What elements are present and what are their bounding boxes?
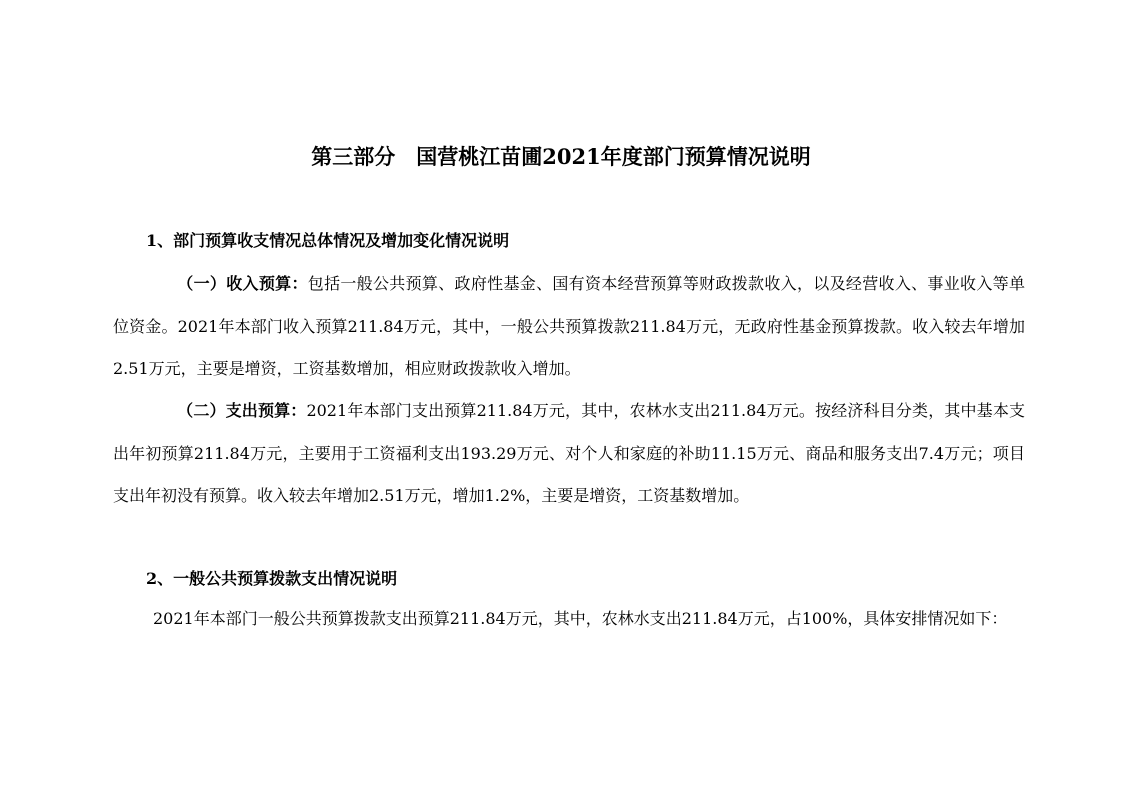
general-budget-text: 2021年本部门一般公共预算拨款支出预算211.84万元，其中，农林水支出211.84万元，占100%，具体安排情况如下： <box>153 609 1008 628</box>
income-budget-label: （一）收入预算： <box>177 274 308 293</box>
page-title: 第三部分 国营桃江苗圃2021年度部门预算情况说明 <box>311 144 811 169</box>
expense-budget-paragraph <box>113 390 1025 518</box>
income-budget-text: 包括一般公共预算、政府性基金、国有资本经营预算等财政拨款收入，以及经营收入、事业收入等单位资金。2021年本部门收入预算211.84万元，其中，一般公共预算拨款211.84万元，无政府性基金预算拨款。收入较去年增加2.51万元，主要是增资，工资基数增加，相应财政拨款收入增加。 <box>113 274 1025 378</box>
section-2-heading: 2、一般公共预算拨款支出情况说明 <box>146 569 398 588</box>
income-budget-paragraph <box>113 263 1025 391</box>
general-budget-paragraph <box>113 598 1025 641</box>
section-1-heading: 1、部门预算收支情况总体情况及增加变化情况说明 <box>146 231 510 250</box>
expense-budget-label: （二）支出预算： <box>177 401 307 420</box>
expense-budget-text: 2021年本部门支出预算211.84万元，其中，农林水支出211.84万元。按经济科目分类，其中基本支出年初预算211.84万元，主要用于工资福利支出193.29万元、对个人和家庭的补助11.15万元、商品和服务支出7.4万元；项目支出年初没有预算。收入较去年增加2.51万元，增加1.2%，主要是增资，工资基数增加。 <box>113 401 1025 505</box>
